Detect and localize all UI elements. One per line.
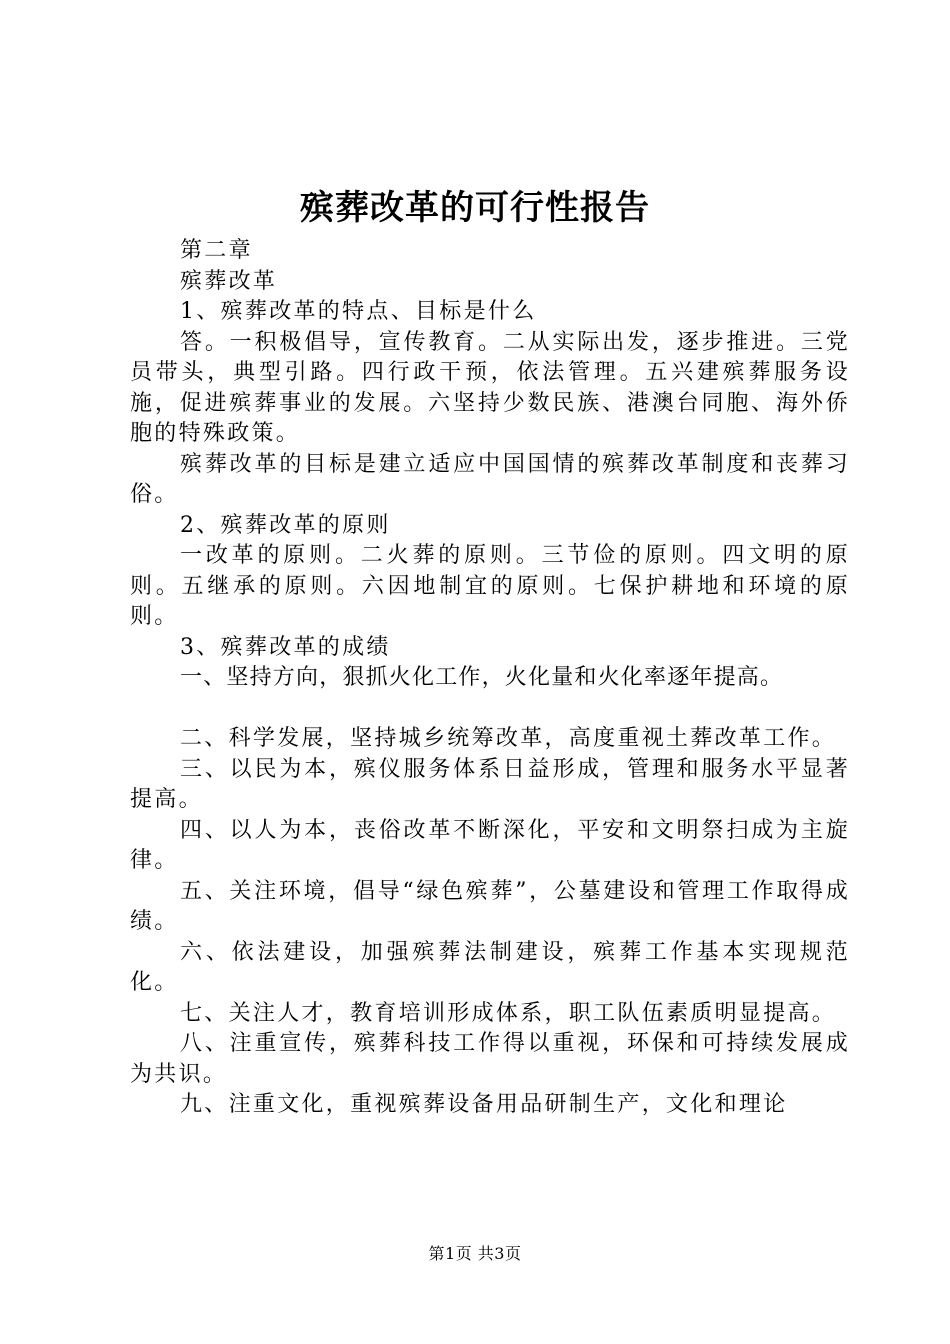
achievement-item: 三、以民为本，殡仪服务体系日益形成，管理和服务水平显著提高。 bbox=[130, 756, 850, 812]
achievement-item: 九、注重文化，重视殡葬设备用品研制生产，文化和理论 bbox=[180, 1092, 788, 1117]
achievement-item: 一、坚持方向，狠抓火化工作，火化量和火化率逐年提高。 bbox=[180, 665, 784, 690]
document-body bbox=[130, 236, 850, 1121]
section-heading-2: 2、殡葬改革的原则 bbox=[180, 512, 391, 538]
paragraph-goal: 殡葬改革的目标是建立适应中国国情的殡葬改革制度和丧葬习俗。 bbox=[130, 451, 850, 507]
achievement-item: 二、科学发展，坚持城乡统筹改革，高度重视土葬改革工作。 bbox=[180, 726, 837, 751]
page-number-footer: 第1页 共3页 bbox=[428, 1244, 522, 1263]
paragraph-principles: 一改革的原则。二火葬的原则。三节俭的原则。四文明的原则。五继承的原则。六因地制宜的原则。七保护耕地和环境的原则。 bbox=[130, 543, 850, 629]
achievement-item: 四、以人为本，丧俗改革不断深化，平安和文明祭扫成为主旋律。 bbox=[130, 817, 850, 873]
achievement-item: 六、依法建设，加强殡葬法制建设，殡葬工作基本实现规范化。 bbox=[130, 939, 850, 995]
achievement-item: 七、关注人才，教育培训形成体系，职工队伍素质明显提高。 bbox=[180, 1000, 837, 1026]
achievement-item: 八、注重宣传，殡葬科技工作得以重视，环保和可持续发展成为共识。 bbox=[130, 1031, 850, 1087]
blank-line bbox=[130, 694, 850, 725]
chapter-heading: 第二章 bbox=[180, 238, 253, 263]
achievement-item: 五、关注环境，倡导“绿色殡葬”，公墓建设和管理工作取得成绩。 bbox=[130, 878, 850, 934]
paragraph-features: 答。一积极倡导，宣传教育。二从实际出发，逐步推进。三党员带头，典型引路。四行政干预，依法管理。五兴建殡葬服务设施，促进殡葬事业的发展。六坚持少数民族、港澳台同胞、海外侨胞的特殊政策。 bbox=[130, 329, 850, 446]
document-title: 殡葬改革的可行性报告 bbox=[300, 188, 650, 228]
chapter-subheading: 殡葬改革 bbox=[180, 268, 278, 294]
section-heading-3: 3、殡葬改革的成绩 bbox=[180, 634, 391, 660]
section-heading-1: 1、殡葬改革的特点、目标是什么 bbox=[180, 299, 537, 324]
